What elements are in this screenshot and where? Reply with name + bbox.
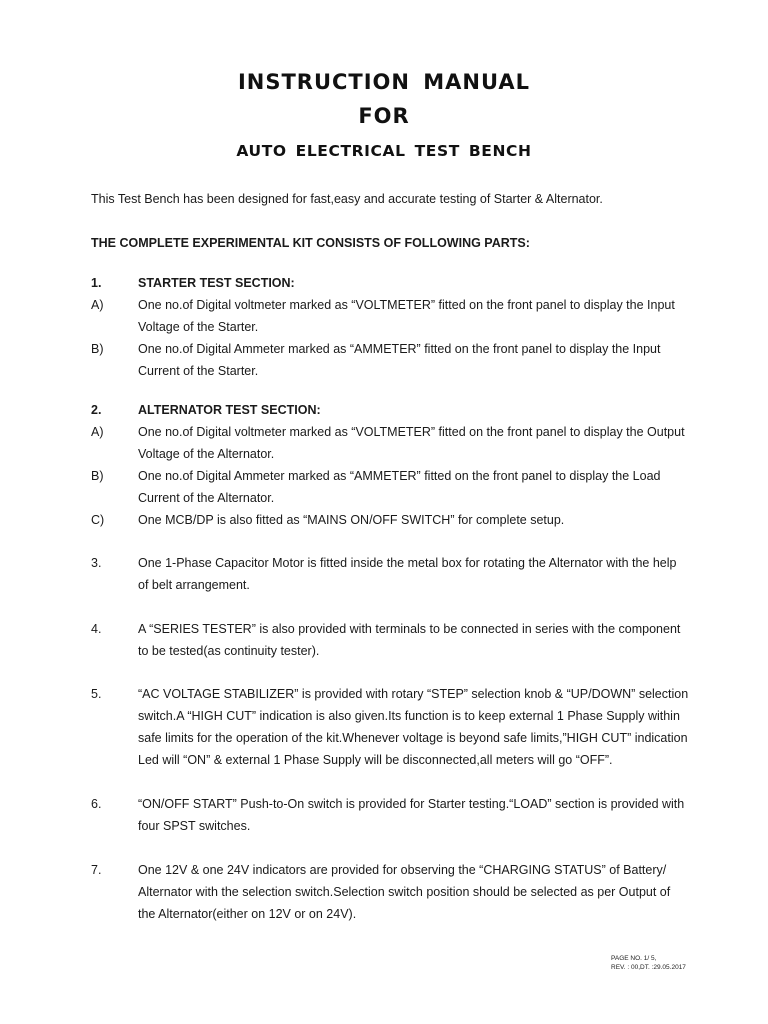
point-4-line1: A “SERIES TESTER” is also provided with terminals to be connected in series with the component bbox=[138, 622, 681, 636]
point-5-line1: “AC VOLTAGE STABILIZER” is provided with rotary “STEP” selection knob & “UP/DOWN” selection bbox=[138, 687, 689, 701]
point-4-number: 4. bbox=[91, 622, 102, 636]
intro-paragraph: This Test Bench has been designed for fast,easy and accurate testing of Starter & Alternator. bbox=[91, 192, 603, 206]
section-2-item-c-line1: One MCB/DP is also fitted as “MAINS ON/OFF SWITCH” for complete setup. bbox=[138, 513, 565, 527]
point-7-line1: One 12V & one 24V indicators are provided for observing the “CHARGING STATUS” of Battery/ bbox=[138, 863, 667, 877]
revision-date: REV. : 00,DT. :29.05.2017 bbox=[611, 964, 686, 971]
point-7-line2: Alternator with the selection switch.Selection switch position should be selected as per Output of bbox=[138, 885, 671, 899]
document-title: INSTRUCTION MANUAL bbox=[237, 70, 531, 94]
page-number: PAGE NO. 1/ 5, bbox=[611, 955, 657, 962]
section-1-item-b-line1: One no.of Digital Ammeter marked as “AMMETER” fitted on the front panel to display the Input bbox=[138, 342, 661, 356]
kit-heading: THE COMPLETE EXPERIMENTAL KIT CONSISTS OF FOLLOWING PARTS: bbox=[91, 236, 530, 250]
point-3-line2: of belt arrangement. bbox=[138, 578, 250, 592]
section-1-item-b-line2: Current of the Starter. bbox=[138, 364, 259, 378]
point-4-line2: to be tested(as continuity tester). bbox=[138, 644, 320, 658]
point-6-line2: four SPST switches. bbox=[138, 819, 251, 833]
section-2-item-a-label: A) bbox=[91, 425, 104, 439]
point-5-number: 5. bbox=[91, 687, 102, 701]
section-2-item-b-label: B) bbox=[91, 469, 104, 483]
section-1-number: 1. bbox=[91, 276, 102, 290]
point-7-line3: the Alternator(either on 12V or on 24V). bbox=[138, 907, 357, 921]
document-title-for: FOR bbox=[358, 104, 410, 128]
section-1-heading: STARTER TEST SECTION: bbox=[138, 276, 295, 290]
section-1-item-a-line1: One no.of Digital voltmeter marked as “VOLTMETER” fitted on the front panel to display the Input bbox=[138, 298, 675, 312]
section-1-item-a-line2: Voltage of the Starter. bbox=[138, 320, 259, 334]
point-3-number: 3. bbox=[91, 556, 102, 570]
point-5-line3: safe limits for the operation of the kit.Whenever voltage is beyond safe limits,”HIGH CUT” indication bbox=[138, 731, 688, 745]
document-subtitle: AUTO ELECTRICAL TEST BENCH bbox=[236, 142, 532, 160]
point-5-line2: switch.A “HIGH CUT” indication is also given.Its function is to keep external 1 Phase Supply within bbox=[138, 709, 680, 723]
section-2-number: 2. bbox=[91, 403, 102, 417]
point-7-number: 7. bbox=[91, 863, 102, 877]
point-5-line4: Led will “ON” & external 1 Phase Supply will be disconnected,all meters will go “OFF”. bbox=[138, 753, 613, 767]
section-2-item-b-line2: Current of the Alternator. bbox=[138, 491, 275, 505]
section-2-item-b-line1: One no.of Digital Ammeter marked as “AMMETER” fitted on the front panel to display the Load bbox=[138, 469, 661, 483]
section-1-item-b-label: B) bbox=[91, 342, 104, 356]
section-2-heading: ALTERNATOR TEST SECTION: bbox=[138, 403, 321, 417]
point-6-number: 6. bbox=[91, 797, 102, 811]
section-2-item-a-line2: Voltage of the Alternator. bbox=[138, 447, 275, 461]
section-2-item-c-label: C) bbox=[91, 513, 105, 527]
point-3-line1: One 1-Phase Capacitor Motor is fitted inside the metal box for rotating the Alternator with the help bbox=[138, 556, 677, 570]
section-2-item-a-line1: One no.of Digital voltmeter marked as “VOLTMETER” fitted on the front panel to display the Output bbox=[138, 425, 685, 439]
section-1-item-a-label: A) bbox=[91, 298, 104, 312]
point-6-line1: “ON/OFF START” Push-to-On switch is provided for Starter testing.“LOAD” section is provided with bbox=[138, 797, 685, 811]
